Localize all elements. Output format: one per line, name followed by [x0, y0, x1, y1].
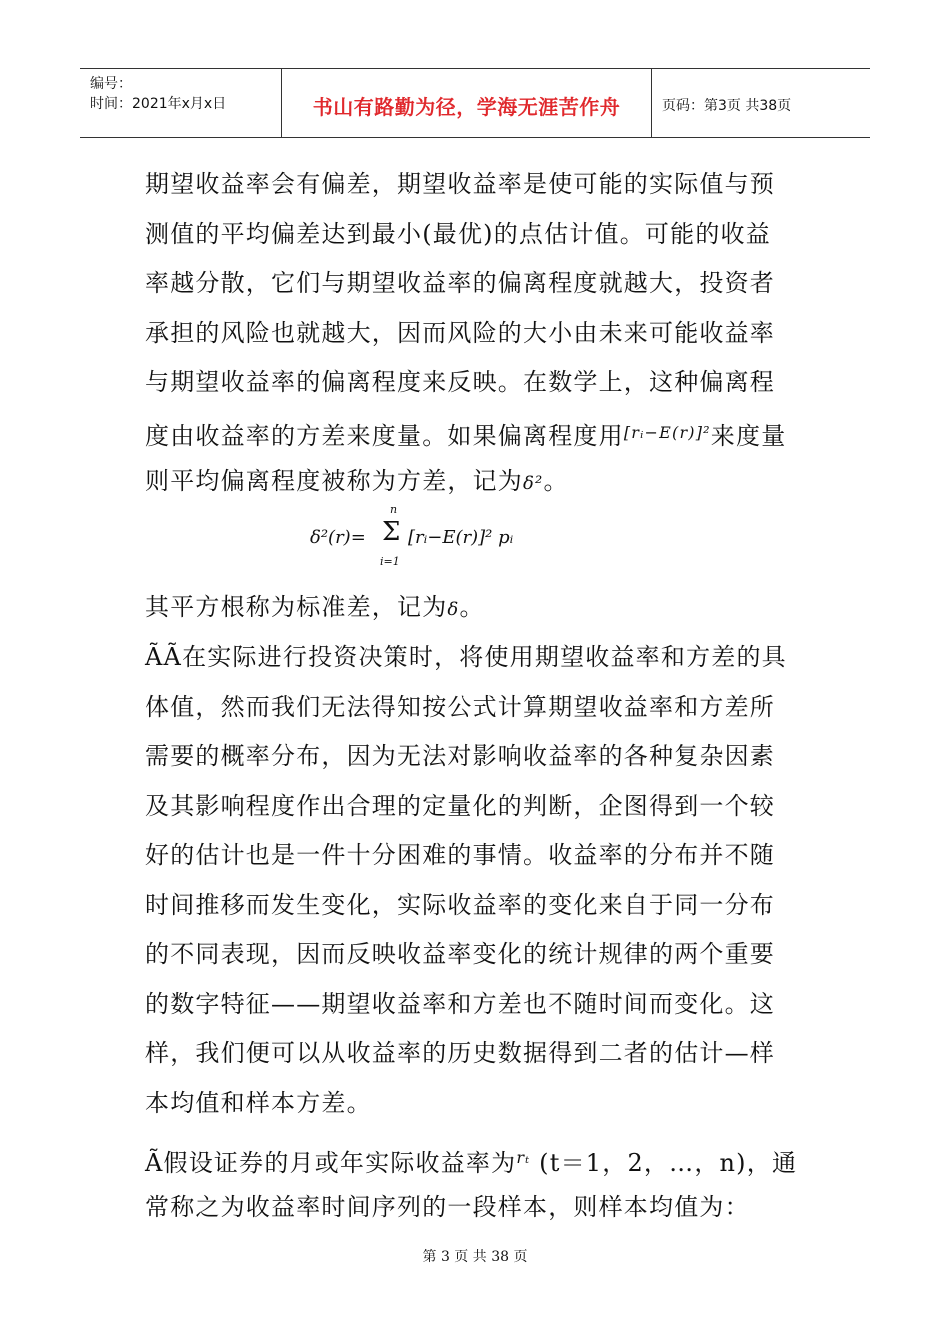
sum-symbol: Σ — [382, 517, 401, 547]
text-line — [145, 583, 810, 633]
header-left-cell — [80, 69, 282, 137]
text-line: 的不同表现，因而反映收益率变化的统计规律的两个重要 — [145, 940, 775, 968]
text-segment: 度由收益率的方差来度量。如果偏离程度用 — [145, 421, 624, 450]
text-line — [145, 457, 810, 507]
text-line: 体值，然而我们无法得知按公式计算期望收益率和方差所 — [145, 692, 775, 721]
text-segment: 其平方根称为标准差，记为 — [145, 593, 448, 621]
header-center-cell — [282, 69, 652, 137]
text-line: 与期望收益率的偏离程度来反映。在数学上，这种偏离程 — [145, 368, 775, 396]
text-line: 样，我们便可以从收益率的历史数据得到二者的估计—样 — [145, 1039, 775, 1067]
formula-upper-limit: n — [390, 503, 398, 516]
text-line: ÃÃ在实际进行投资决策时，将使用期望收益率和方差的具 — [145, 643, 787, 671]
header-right-cell — [652, 69, 870, 137]
text-line: 常称之为收益率时间序列的一段样本，则样本均值为： — [145, 1192, 750, 1221]
text-line: 本均值和样本方差。 — [145, 1088, 372, 1117]
page-footer: 第 3 页 共 38 页 — [422, 1249, 528, 1265]
std-symbol: δ — [447, 599, 460, 620]
paragraph-std — [145, 583, 810, 633]
paragraph-estimation — [145, 633, 810, 1128]
text-line: 及其影响程度作出合理的定量化的判断，企图得到一个较 — [145, 791, 775, 820]
return-symbol: rₜ — [516, 1148, 531, 1167]
deviation-expression: [rᵢ−E(r)]² — [623, 422, 711, 442]
text-segment: 则平均偏离程度被称为方差，记为 — [145, 467, 523, 495]
number-label: 编号： — [90, 76, 132, 92]
page-header — [80, 68, 870, 138]
formula-lower-limit: i=1 — [380, 555, 400, 568]
formula-lhs: δ²(r)= — [310, 527, 366, 548]
text-line: 率越分散，它们与期望收益率的偏离程度就越大，投资者 — [145, 269, 775, 297]
text-line: 承担的风险也就越大，因而风险的大小由未来可能收益率 — [145, 318, 775, 347]
page-code: 页码：第3页 共38页 — [662, 98, 792, 114]
variance-formula — [310, 505, 570, 575]
text-segment: 。 — [543, 467, 569, 495]
header-motto: 书山有路勤为径，学海无涯苦作舟 — [312, 95, 621, 119]
text-line — [145, 1133, 810, 1183]
paragraph-sample — [145, 1133, 810, 1232]
variance-symbol: δ² — [523, 473, 544, 494]
time-label: 时间：2021年x月x日 — [90, 96, 227, 112]
text-line: 时间推移而发生变化，实际收益率的变化来自于同一分布 — [145, 890, 775, 919]
text-segment: (t＝1，2，…，n)，通 — [530, 1149, 798, 1177]
text-line: 测值的平均偏差达到最小(最优)的点估计值。可能的收益 — [145, 219, 771, 248]
text-segment: 。 — [459, 593, 485, 621]
text-line: 好的估计也是一件十分困难的事情。收益率的分布并不随 — [145, 841, 775, 869]
text-segment: 来度量 — [710, 421, 787, 450]
text-line — [145, 408, 810, 458]
text-line: 期望收益率会有偏差，期望收益率是使可能的实际值与预 — [145, 170, 775, 198]
paragraph-variance — [145, 160, 810, 507]
text-line: 的数字特征——期望收益率和方差也不随时间而变化。这 — [145, 989, 775, 1018]
text-line: 需要的概率分布，因为无法对影响收益率的各种复杂因素 — [145, 742, 775, 770]
formula-rhs: [rᵢ−E(r)]² pᵢ — [408, 527, 514, 548]
text-segment: Ã假设证券的月或年实际收益率为 — [145, 1149, 517, 1177]
